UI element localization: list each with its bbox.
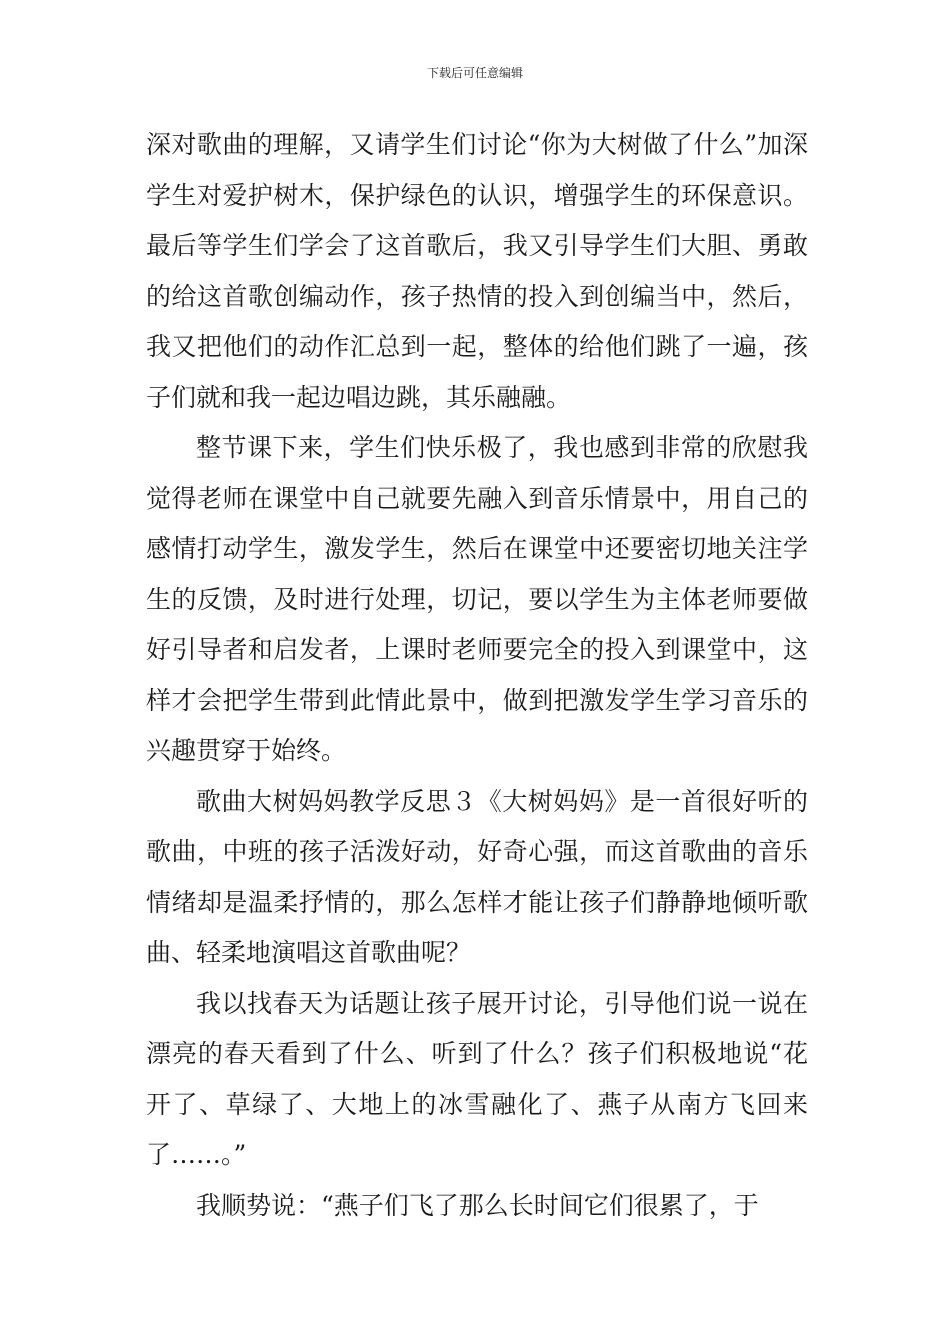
paragraph: 整节课下来，学生们快乐极了，我也感到非常的欣慰我觉得老师在课堂中自己就要先融入到音乐情景中，用自己的感情打动学生，激发学生，然后在课堂中还要密切地关注学生的反馈，及时进行处理，切记，要以学生为主体老师要做好引导者和启发者，上课时老师要完全的投入到课堂中，这样才会把学生带到此情此景中，做到把激发学生学习音乐的兴趣贯穿于始终。 [146, 433, 808, 765]
paragraph: 歌曲大树妈妈教学反思３《大树妈妈》是一首很好听的歌曲，中班的孩子活泼好动，好奇心强，而这首歌曲的音乐情绪却是温柔抒情的，那么怎样才能让孩子们静静地倾听歌曲、轻柔地演唱这首歌曲呢？ [146, 786, 808, 967]
paragraph: 我顺势说：“燕子们飞了那么长时间它们很累了，于 [196, 1190, 759, 1220]
document-body [146, 120, 808, 1231]
paragraph: 我以找春天为话题让孩子展开讨论，引导他们说一说在漂亮的春天看到了什么、听到了什么？孩子们积极地说“花开了、草绿了、大地上的冰雪融化了、燕子从南方飞回来了……。” [146, 988, 808, 1169]
paragraph-continued: 深对歌曲的理解，又请学生们讨论“你为大树做了什么”加深学生对爱护树木，保护绿色的认识，增强学生的环保意识。最后等学生们学会了这首歌后，我又引导学生们大胆、勇敢的给这首歌创编动作，孩子热情的投入到创编当中，然后，我又把他们的动作汇总到一起，整体的给他们跳了一遍，孩子们就和我一起边唱边跳，其乐融融。 [146, 130, 808, 412]
page-header: 下载后可任意编辑 [426, 66, 523, 80]
